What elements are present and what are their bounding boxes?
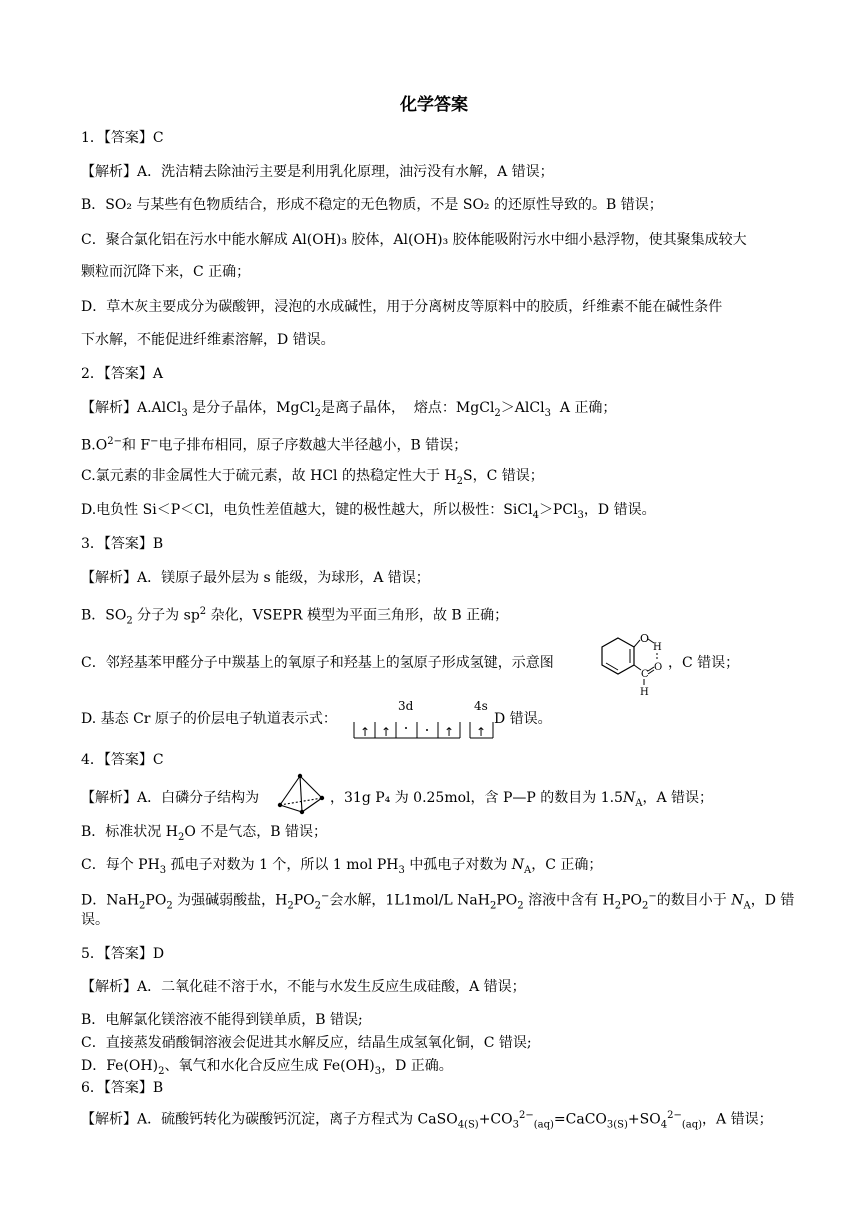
text-line: 5．【答案】D <box>81 946 165 962</box>
atom-h-bottom: H <box>640 687 649 698</box>
text-line: 6．【答案】B <box>81 1080 164 1096</box>
svg-text:↑: ↑ <box>476 725 487 739</box>
text-line: 【解析】A．洗洁精去除油污主要是利用乳化原理，油污没有水解，A 错误； <box>81 164 554 180</box>
text-line: 1．【答案】C <box>81 130 164 146</box>
text-line: C．直接蒸发硝酸铜溶液会促进其水解反应，结晶生成氢氧化铜，C 错误; <box>81 1035 532 1051</box>
text-line: B．标准状况 $H_2O$ 不是气态，B 错误； <box>81 824 327 843</box>
text-line: 【解析】A．镁原子最外层为 s 能级，为球形，A 错误； <box>81 570 430 586</box>
text-line: 3．【答案】B <box>81 536 164 552</box>
text-line: B．电解氯化镁溶液不能得到镁单质，B 错误; <box>81 1012 363 1028</box>
text-line: C．邻羟基苯甲醛分子中羰基上的氧原子和羟基上的氢原子形成氢键，示意图 <box>81 655 554 671</box>
text-line: 4．【答案】C <box>81 752 164 768</box>
text-line: B．SO₂ 与某些有色物质结合，形成不稳定的无色物质，不是 SO₂ 的还原性导致的。B 错误； <box>81 197 663 213</box>
svg-text:↑: ↑ <box>381 725 392 739</box>
text-line: 【解析】A.AlCl$_3$ 是分子晶体，MgCl$_2$是离子晶体， 熔点：MgCl$_2$＞AlCl$_3$ A 正确； <box>81 400 617 419</box>
text-line: D．$NaH_2PO_2$ 为强碱弱酸盐，$H_2PO_2^-$会水解，1L1mol/L $NaH_2PO_2$ 溶液中含有 $H_2PO_2^-$的数目小于 $N_A$，D 错 <box>81 891 795 912</box>
text-line: D.电负性 Si＜P＜Cl，电负性差值越大，键的极性越大，所以极性：SiCl$_4$＞PCl$_3$，D 错误。 <box>81 502 656 521</box>
svg-text:↑: ↑ <box>360 725 371 739</box>
text-line: D．$Fe(OH)_2$、氧气和水化合反应生成 $Fe(OH)_3$，D 正确。 <box>81 1058 453 1077</box>
q4a-tail: ，31g P₄ 为 0.25mol，含 P—P 的数目为 $1.5N_A$，A 错误； <box>330 790 714 809</box>
atom-h-top: H <box>653 642 662 653</box>
text-line: $B.O^{2-}$和 F−电子排布相同，原子序数越大半径越小，B 错误； <box>81 436 468 454</box>
text-line: 2．【答案】A <box>81 366 164 382</box>
text-line: 下水解，不能促进纤维素溶解，D 错误。 <box>81 332 335 348</box>
atom-c: C <box>641 669 649 680</box>
text-line: C．聚合氯化铝在污水中能水解成 Al(OH)₃ 胶体，Al(OH)₃ 胶体能吸附污水中细小悬浮物，使其聚集成较大 <box>81 232 747 248</box>
q3d-tail: D 错误。 <box>494 711 552 727</box>
text-line: D. 基态 Cr 原子的价层电子轨道表示式： <box>81 711 337 727</box>
text-line: 误。 <box>81 912 109 928</box>
text-line: 【解析】A．白磷分子结构为 <box>81 790 260 806</box>
page-title: 化学答案 <box>400 95 468 115</box>
q3c-tail: ，C 错误； <box>668 655 740 671</box>
text-line: B．$SO_2$ 分子为 $sp^2$ 杂化，VSEPR 模型为平面三角形，故 B 正确； <box>81 606 509 627</box>
text-line: 【解析】A．二氧化硅不溶于水，不能与水发生反应生成硅酸，A 错误； <box>81 979 526 995</box>
atom-o-top: O <box>640 632 650 645</box>
svg-text:↑: ↑ <box>444 725 455 739</box>
text-line: D．草木灰主要成分为碳酸钾，浸泡的水成碱性，用于分离树皮等原料中的胶质，纤维素不能在碱性条件 <box>81 299 723 315</box>
atom-o-right: O <box>654 662 663 673</box>
text-line: 【解析】A．硫酸钙转化为碳酸钙沉淀，离子方程式为 $CaSO_{4(S)}+CO_3^{2-}_{(aq)}=CaCO_{3(S)}+SO_4^{2-}_{(aq)}$，A 错误； <box>81 1110 773 1131</box>
hydrogen-bond-structure <box>596 628 668 698</box>
text-line: 颗粒而沉降下来，C 正确； <box>81 264 251 280</box>
label-4s: 4s <box>474 699 488 713</box>
text-line: C.氯元素的非金属性大于硫元素，故 HCl 的热稳定性大于 $H_2S$，C 错误； <box>81 468 544 487</box>
cr-orbital-diagram <box>350 696 498 742</box>
p4-tetrahedron <box>276 772 330 816</box>
label-3d: 3d <box>398 699 414 713</box>
text-line: C．每个 $PH_3$ 孤电子对数为 1 个，所以 1 mol $PH_3$ 中孤电子对数为 $N_A$，C 正确； <box>81 857 603 876</box>
